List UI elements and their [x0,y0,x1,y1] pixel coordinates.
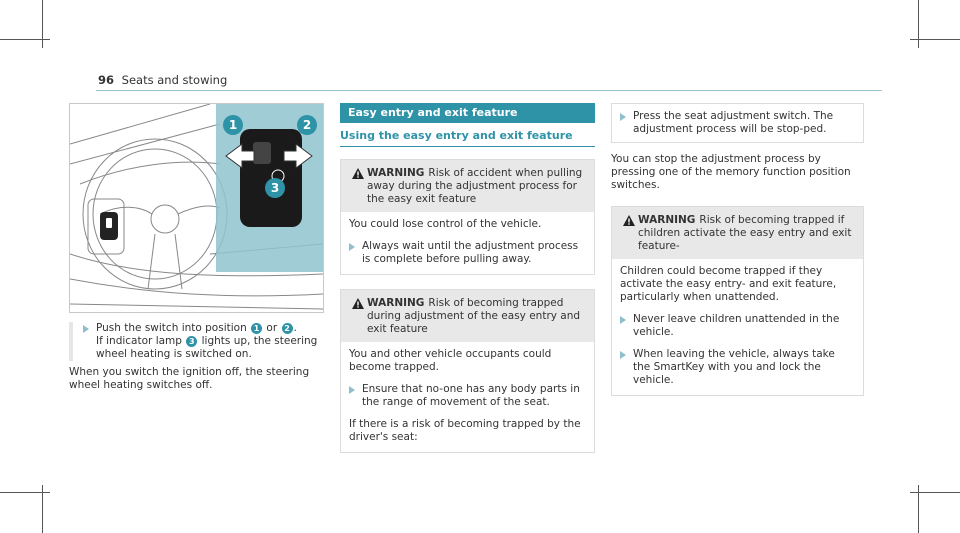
warning-box [340,289,595,453]
ref-2: 2 [282,323,293,334]
ref-3: 3 [186,336,197,347]
warning-body: You and other vehicle occupants could become trapped. [349,348,552,373]
step-arrow-icon [620,316,626,324]
warning-step: Always wait until the adjustment process is complete before pulling away. [362,240,579,265]
warning-box [340,159,595,275]
dashboard-drawing [70,104,323,312]
step-text: or [266,322,278,334]
page-header [98,73,227,87]
step-arrow-icon [83,325,89,333]
warning-label: WARNING [638,214,696,226]
step-arrow-icon [349,243,355,251]
warning-title: Risk of accident when pulling away during the adjustment process for the easy exit feature [367,167,583,205]
warning-body: You could lose control of the vehicle. [349,218,542,230]
warning-title: Risk of becoming trapped if children activate the easy entry and exit feature- [638,214,852,252]
callout-2: 2 [297,115,317,135]
step-text: lights up, the steering wheel heating is switched on. [96,335,318,360]
column-1 [69,322,322,392]
crop-mark [0,39,50,40]
body-paragraph: When you switch the ignition off, the steering wheel heating switches off. [69,366,310,391]
warning-title: Risk of becoming trapped during adjustment of the easy entry and exit feature [367,297,581,335]
warning-triangle-icon [620,215,638,226]
page-number: 96 [98,73,115,87]
step-arrow-icon [349,386,355,394]
step-text: If indicator lamp [96,335,182,347]
step-arrow-icon [620,113,626,121]
warning-label: WARNING [367,297,425,309]
step-text: Press the seat adjustment switch. The adjustment process will be stop-ped. [633,110,834,135]
crop-mark [42,0,43,48]
section-title: Easy entry and exit feature [340,103,595,123]
warning-body: Children could become trapped if they activate the easy entry- and exit feature, particularly when unattended. [620,265,837,303]
header-divider [96,90,882,91]
warning-paragraph: If there is a risk of becoming trapped by the driver's seat: [349,418,581,443]
warning-step: When leaving the vehicle, always take the SmartKey with you and lock the vehicle. [633,348,835,386]
crop-mark [918,0,919,48]
step-arrow-icon [620,351,626,359]
callout-3: 3 [265,178,285,198]
ref-1: 1 [251,323,262,334]
warning-step: Never leave children unattended in the vehicle. [633,313,840,338]
crop-mark [0,492,50,493]
column-3 [611,103,864,396]
instruction-step: Push the switch into position 1 or 2 . If indicator lamp 3 lights up, the steering wheel heating is switched on. [69,322,322,361]
column-2 [340,103,595,453]
continued-step-box [611,103,864,143]
warning-triangle-icon [349,298,367,309]
subsection-title: Using the easy entry and exit feature [340,129,595,147]
warning-triangle-icon [349,168,367,179]
body-paragraph: You can stop the adjustment process by pressing one of the memory function position switches. [611,153,851,191]
warning-step: Ensure that no-one has any body parts in the range of movement of the seat. [362,383,580,408]
callout-1: 1 [223,115,243,135]
crop-mark [910,492,960,493]
section-name: Seats and stowing [121,73,228,87]
crop-mark [910,39,960,40]
step-text: Push the switch into position [96,322,247,334]
warning-box [611,206,864,396]
steering-wheel-illustration [69,103,324,313]
warning-label: WARNING [367,167,425,179]
